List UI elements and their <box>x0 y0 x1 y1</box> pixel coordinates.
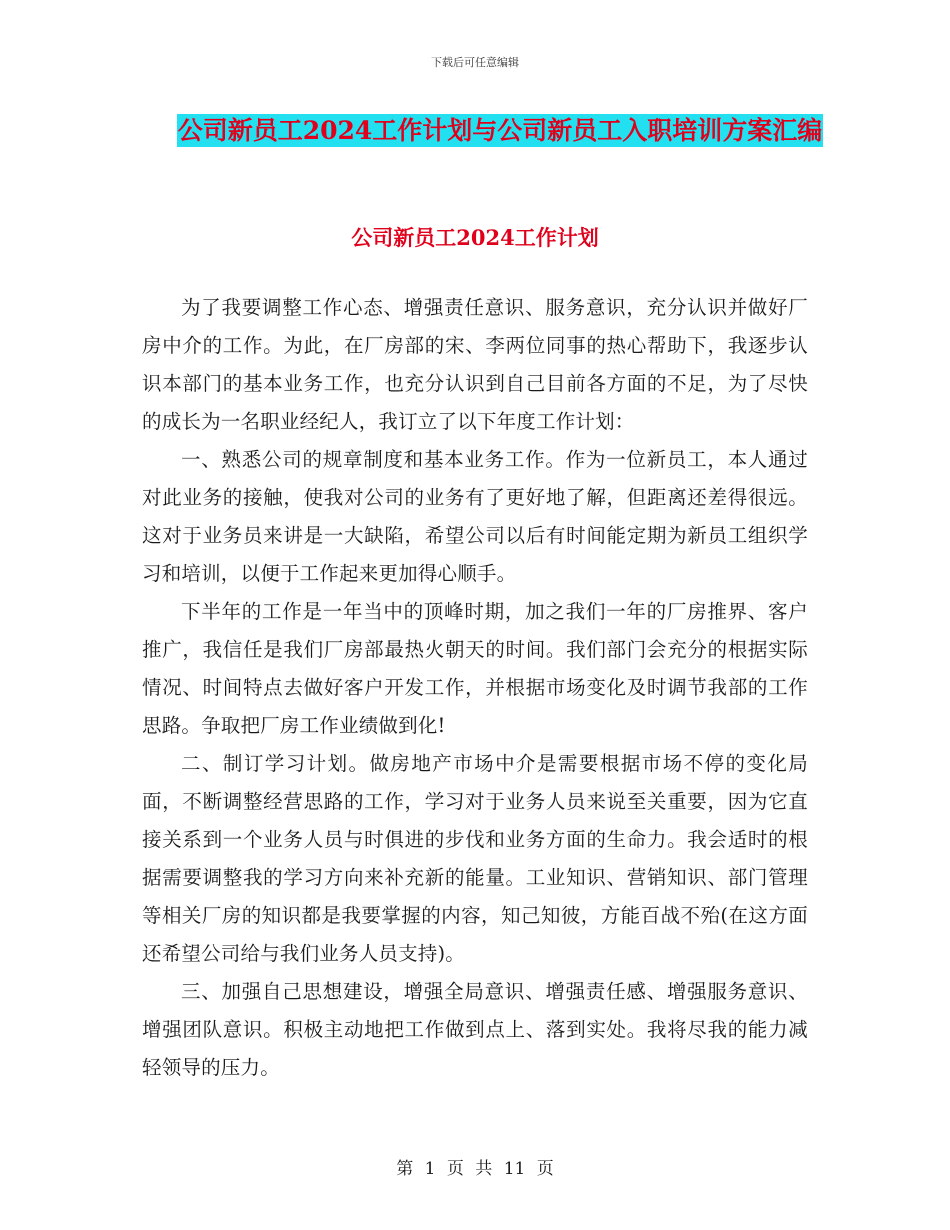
paragraph: 三、加强自己思想建设，增强全局意识、增强责任感、增强服务意识、增强团队意识。积极主动地把工作做到点上、落到实处。我将尽我的能力减轻领导的压力。 <box>142 980 808 1079</box>
main-title <box>150 108 850 154</box>
page-footer: 第 1 页 共 11 页 <box>396 1159 554 1179</box>
paragraph: 下半年的工作是一年当中的顶峰时期，加之我们一年的厂房推界、客户推广，我信任是我们厂房部最热火朝天的时间。我们部门会充分的根据实际情况、时间特点去做好客户开发工作，并根据市场变化及时调节我部的工作思路。争取把厂房工作业绩做到化! <box>142 600 808 737</box>
main-title-text: 公司新员工2024工作计划与公司新员工入职培训方案汇编 <box>177 116 823 145</box>
paragraph: 二、制订学习计划。做房地产市场中介是需要根据市场不停的变化局面，不断调整经营思路的工作，学习对于业务人员来说至关重要，因为它直接关系到一个业务人员与时俱进的步伐和业务方面的生命力。我会适时的根据需要调整我的学习方向来补充新的能量。工业知识、营销知识、部门管理等相关厂房的知识都是我要掌握的内容，知己知彼，方能百战不殆(在这方面还希望公司给与我们业务人员支持)。 <box>142 752 808 965</box>
header-note: 下载后可任意编辑 <box>431 56 519 69</box>
paragraph: 为了我要调整工作心态、增强责任意识、服务意识，充分认识并做好厂房中介的工作。为此，在厂房部的宋、李两位同事的热心帮助下，我逐步认识本部门的基本业务工作，也充分认识到自己目前各方面的不足，为了尽快的成长为一名职业经纪人，我订立了以下年度工作计划： <box>142 296 808 433</box>
section-title: 公司新员工2024工作计划 <box>351 225 599 250</box>
body-text <box>142 289 808 1087</box>
paragraph: 一、熟悉公司的规章制度和基本业务工作。作为一位新员工，本人通过对此业务的接触，使我对公司的业务有了更好地了解，但距离还差得很远。这对于业务员来讲是一大缺陷，希望公司以后有时间能定期为新员工组织学习和培训，以便于工作起来更加得心顺手。 <box>142 448 808 585</box>
